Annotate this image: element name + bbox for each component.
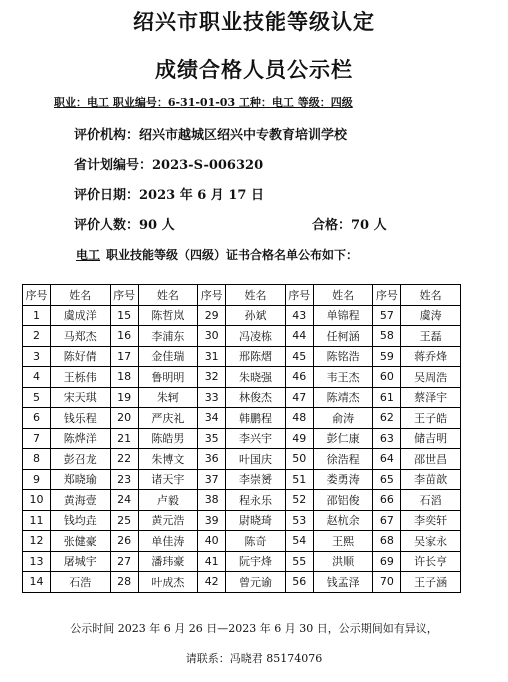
table-cell-number: 39	[198, 510, 226, 531]
table-cell-name: 鲁明明	[138, 367, 198, 388]
table-cell-number: 47	[285, 387, 313, 408]
table-row	[23, 346, 461, 367]
table-cell-number: 44	[285, 326, 313, 347]
table-header-cell: 姓名	[226, 285, 286, 306]
table-cell-name: 朱轲	[138, 387, 198, 408]
table-cell-number: 27	[110, 551, 138, 572]
table-header-cell: 序号	[373, 285, 401, 306]
table-cell-number: 21	[110, 428, 138, 449]
table-cell-name: 郑晓瑜	[51, 469, 111, 490]
table-cell-name: 阮宇烽	[226, 551, 286, 572]
table-cell-number: 26	[110, 531, 138, 552]
table-cell-name: 朱博文	[138, 449, 198, 470]
table-cell-number: 41	[198, 551, 226, 572]
table-cell-number: 35	[198, 428, 226, 449]
evaluation-count: 评价人数：90 人	[74, 218, 175, 233]
table-cell-number: 4	[23, 367, 51, 388]
evaluation-date: 评价日期：2023 年 6 月 17 日	[74, 188, 264, 203]
job-info-line: 职业：电工 职业编号：6-31-01-03 工种：电工 等级：四级	[54, 96, 353, 109]
footer-contact: 请联系：冯晓君 85174076	[185, 652, 323, 665]
table-cell-name: 陈铭浩	[313, 346, 373, 367]
table-cell-name: 徐浩程	[313, 449, 373, 470]
table-cell-name: 陈奇	[226, 531, 286, 552]
table-cell-name: 屠城宇	[51, 551, 111, 572]
announce-line	[70, 246, 358, 263]
table-cell-number: 34	[198, 408, 226, 429]
table-cell-number: 5	[23, 387, 51, 408]
table-row	[23, 408, 461, 429]
table-cell-name: 严庆礼	[138, 408, 198, 429]
table-cell-name: 陈烨洋	[51, 428, 111, 449]
table-cell-name: 王栎伟	[51, 367, 111, 388]
table-cell-number: 61	[373, 387, 401, 408]
table-cell-name: 蒋乔烽	[401, 346, 461, 367]
table-cell-name: 许长亨	[401, 551, 461, 572]
table-cell-number: 58	[373, 326, 401, 347]
table-cell-number: 60	[373, 367, 401, 388]
table-cell-name: 李兴宇	[226, 428, 286, 449]
table-row	[23, 510, 461, 531]
table-row	[23, 449, 461, 470]
table-cell-number: 45	[285, 346, 313, 367]
title-line-1: 绍兴市职业技能等级认定	[133, 10, 375, 34]
table-cell-number: 23	[110, 469, 138, 490]
table-cell-name: 单佳涛	[138, 531, 198, 552]
table-cell-name: 李苗歆	[401, 469, 461, 490]
table-cell-name: 彭仁康	[313, 428, 373, 449]
table-cell-name: 吴家永	[401, 531, 461, 552]
table-cell-number: 13	[23, 551, 51, 572]
table-cell-number: 48	[285, 408, 313, 429]
table-cell-number: 7	[23, 428, 51, 449]
table-cell-number: 24	[110, 490, 138, 511]
announce-occupation: 电工	[76, 248, 101, 262]
table-cell-name: 蔡泽宇	[401, 387, 461, 408]
table-cell-number: 67	[373, 510, 401, 531]
table-cell-name: 彭召龙	[51, 449, 111, 470]
table-cell-name: 叶国庆	[226, 449, 286, 470]
table-header-cell: 序号	[285, 285, 313, 306]
table-cell-name: 虞成洋	[51, 305, 111, 326]
table-cell-name: 林俊杰	[226, 387, 286, 408]
table-cell-number: 28	[110, 572, 138, 593]
table-cell-number: 1	[23, 305, 51, 326]
table-row	[23, 387, 461, 408]
table-cell-name: 黄元浩	[138, 510, 198, 531]
table-cell-name: 曾元谕	[226, 572, 286, 593]
table-cell-number: 3	[23, 346, 51, 367]
table-cell-name: 钱均垚	[51, 510, 111, 531]
table-row	[23, 531, 461, 552]
table-cell-name: 韩鹏程	[226, 408, 286, 429]
table-header-row	[23, 285, 461, 306]
table-cell-name: 叶成杰	[138, 572, 198, 593]
table-cell-name: 任柯涵	[313, 326, 373, 347]
table-cell-number: 52	[285, 490, 313, 511]
table-cell-number: 63	[373, 428, 401, 449]
table-cell-name: 李奕轩	[401, 510, 461, 531]
table-cell-name: 俞涛	[313, 408, 373, 429]
table-cell-number: 15	[110, 305, 138, 326]
table-cell-name: 潘玮豪	[138, 551, 198, 572]
table-cell-number: 8	[23, 449, 51, 470]
table-cell-number: 37	[198, 469, 226, 490]
table-row	[23, 572, 461, 593]
table-cell-name: 孙斌	[226, 305, 286, 326]
table-cell-number: 14	[23, 572, 51, 593]
table-header-cell: 姓名	[51, 285, 111, 306]
table-cell-number: 31	[198, 346, 226, 367]
table-cell-name: 虞涛	[401, 305, 461, 326]
table-cell-name: 马郑杰	[51, 326, 111, 347]
table-cell-name: 李浦东	[138, 326, 198, 347]
table-cell-number: 2	[23, 326, 51, 347]
table-cell-name: 王熙	[313, 531, 373, 552]
table-cell-number: 69	[373, 551, 401, 572]
announce-text: 职业技能等级（四级）证书合格名单公布如下：	[106, 248, 359, 262]
table-cell-number: 25	[110, 510, 138, 531]
table-cell-number: 64	[373, 449, 401, 470]
table-cell-number: 10	[23, 490, 51, 511]
table-cell-name: 王子皓	[401, 408, 461, 429]
table-cell-name: 陈靖杰	[313, 387, 373, 408]
table-cell-number: 53	[285, 510, 313, 531]
table-cell-name: 单锦程	[313, 305, 373, 326]
table-cell-name: 邢陈熠	[226, 346, 286, 367]
table-cell-number: 6	[23, 408, 51, 429]
table-cell-name: 洪顺	[313, 551, 373, 572]
table-cell-name: 张健豪	[51, 531, 111, 552]
table-cell-name: 邵世昌	[401, 449, 461, 470]
table-cell-number: 32	[198, 367, 226, 388]
table-cell-name: 陈好倩	[51, 346, 111, 367]
table-cell-number: 57	[373, 305, 401, 326]
table-cell-name: 黄海壹	[51, 490, 111, 511]
table-cell-number: 30	[198, 326, 226, 347]
table-cell-number: 46	[285, 367, 313, 388]
table-header-cell: 姓名	[138, 285, 198, 306]
table-cell-number: 20	[110, 408, 138, 429]
table-cell-name: 宋天琪	[51, 387, 111, 408]
table-header-cell: 序号	[23, 285, 51, 306]
table-cell-name: 储吉明	[401, 428, 461, 449]
table-cell-name: 冯凌栋	[226, 326, 286, 347]
table-header-cell: 姓名	[401, 285, 461, 306]
table-cell-name: 赵杭余	[313, 510, 373, 531]
table-cell-name: 程永乐	[226, 490, 286, 511]
table-cell-number: 55	[285, 551, 313, 572]
table-cell-name: 卢毅	[138, 490, 198, 511]
table-cell-number: 17	[110, 346, 138, 367]
table-cell-name: 钱孟泽	[313, 572, 373, 593]
table-cell-number: 12	[23, 531, 51, 552]
table-cell-number: 18	[110, 367, 138, 388]
table-row	[23, 305, 461, 326]
table-row	[23, 367, 461, 388]
table-row	[23, 490, 461, 511]
table-cell-number: 40	[198, 531, 226, 552]
table-cell-name: 诸天宇	[138, 469, 198, 490]
table-cell-number: 54	[285, 531, 313, 552]
table-cell-number: 62	[373, 408, 401, 429]
table-cell-name: 王子涵	[401, 572, 461, 593]
table-cell-name: 邵铝俊	[313, 490, 373, 511]
table-cell-number: 50	[285, 449, 313, 470]
table-cell-number: 65	[373, 469, 401, 490]
table-cell-name: 陈皓男	[138, 428, 198, 449]
table-header-cell: 序号	[110, 285, 138, 306]
table-cell-number: 33	[198, 387, 226, 408]
evaluation-org: 评价机构：绍兴市越城区绍兴中专教育培训学校	[74, 128, 348, 143]
table-cell-number: 49	[285, 428, 313, 449]
table-cell-name: 王磊	[401, 326, 461, 347]
table-cell-number: 68	[373, 531, 401, 552]
table-cell-name: 尉晓琦	[226, 510, 286, 531]
table-cell-number: 16	[110, 326, 138, 347]
footer-notice: 公示时间 2023 年 6 月 26 日—2023 年 6 月 30 日，公示期间如有异议，	[70, 622, 438, 635]
table-cell-name: 石浩	[51, 572, 111, 593]
table-cell-name: 钱乐程	[51, 408, 111, 429]
table-cell-name: 朱晓强	[226, 367, 286, 388]
table-cell-number: 43	[285, 305, 313, 326]
table-cell-number: 11	[23, 510, 51, 531]
table-row	[23, 469, 461, 490]
table-cell-name: 石滔	[401, 490, 461, 511]
table-cell-number: 29	[198, 305, 226, 326]
pass-list-table	[22, 284, 461, 593]
table-header-cell: 序号	[198, 285, 226, 306]
table-cell-number: 9	[23, 469, 51, 490]
table-header-cell: 姓名	[313, 285, 373, 306]
table-cell-number: 19	[110, 387, 138, 408]
table-cell-number: 38	[198, 490, 226, 511]
table-cell-number: 36	[198, 449, 226, 470]
table-cell-number: 42	[198, 572, 226, 593]
table-cell-name: 李崇赟	[226, 469, 286, 490]
table-row	[23, 551, 461, 572]
table-cell-number: 56	[285, 572, 313, 593]
table-cell-name: 韦王杰	[313, 367, 373, 388]
table-cell-name: 吴周浩	[401, 367, 461, 388]
table-cell-number: 51	[285, 469, 313, 490]
plan-number: 省计划编号：2023-S-006320	[74, 158, 264, 173]
table-cell-name: 陈哲岚	[138, 305, 198, 326]
pass-count: 合格：70 人	[312, 218, 387, 233]
table-cell-name: 娄勇涛	[313, 469, 373, 490]
table-cell-number: 22	[110, 449, 138, 470]
table-cell-name: 金佳瑞	[138, 346, 198, 367]
table-cell-number: 66	[373, 490, 401, 511]
table-cell-number: 59	[373, 346, 401, 367]
table-row	[23, 428, 461, 449]
title-line-2: 成绩合格人员公示栏	[155, 58, 353, 82]
table-cell-number: 70	[373, 572, 401, 593]
table-row	[23, 326, 461, 347]
